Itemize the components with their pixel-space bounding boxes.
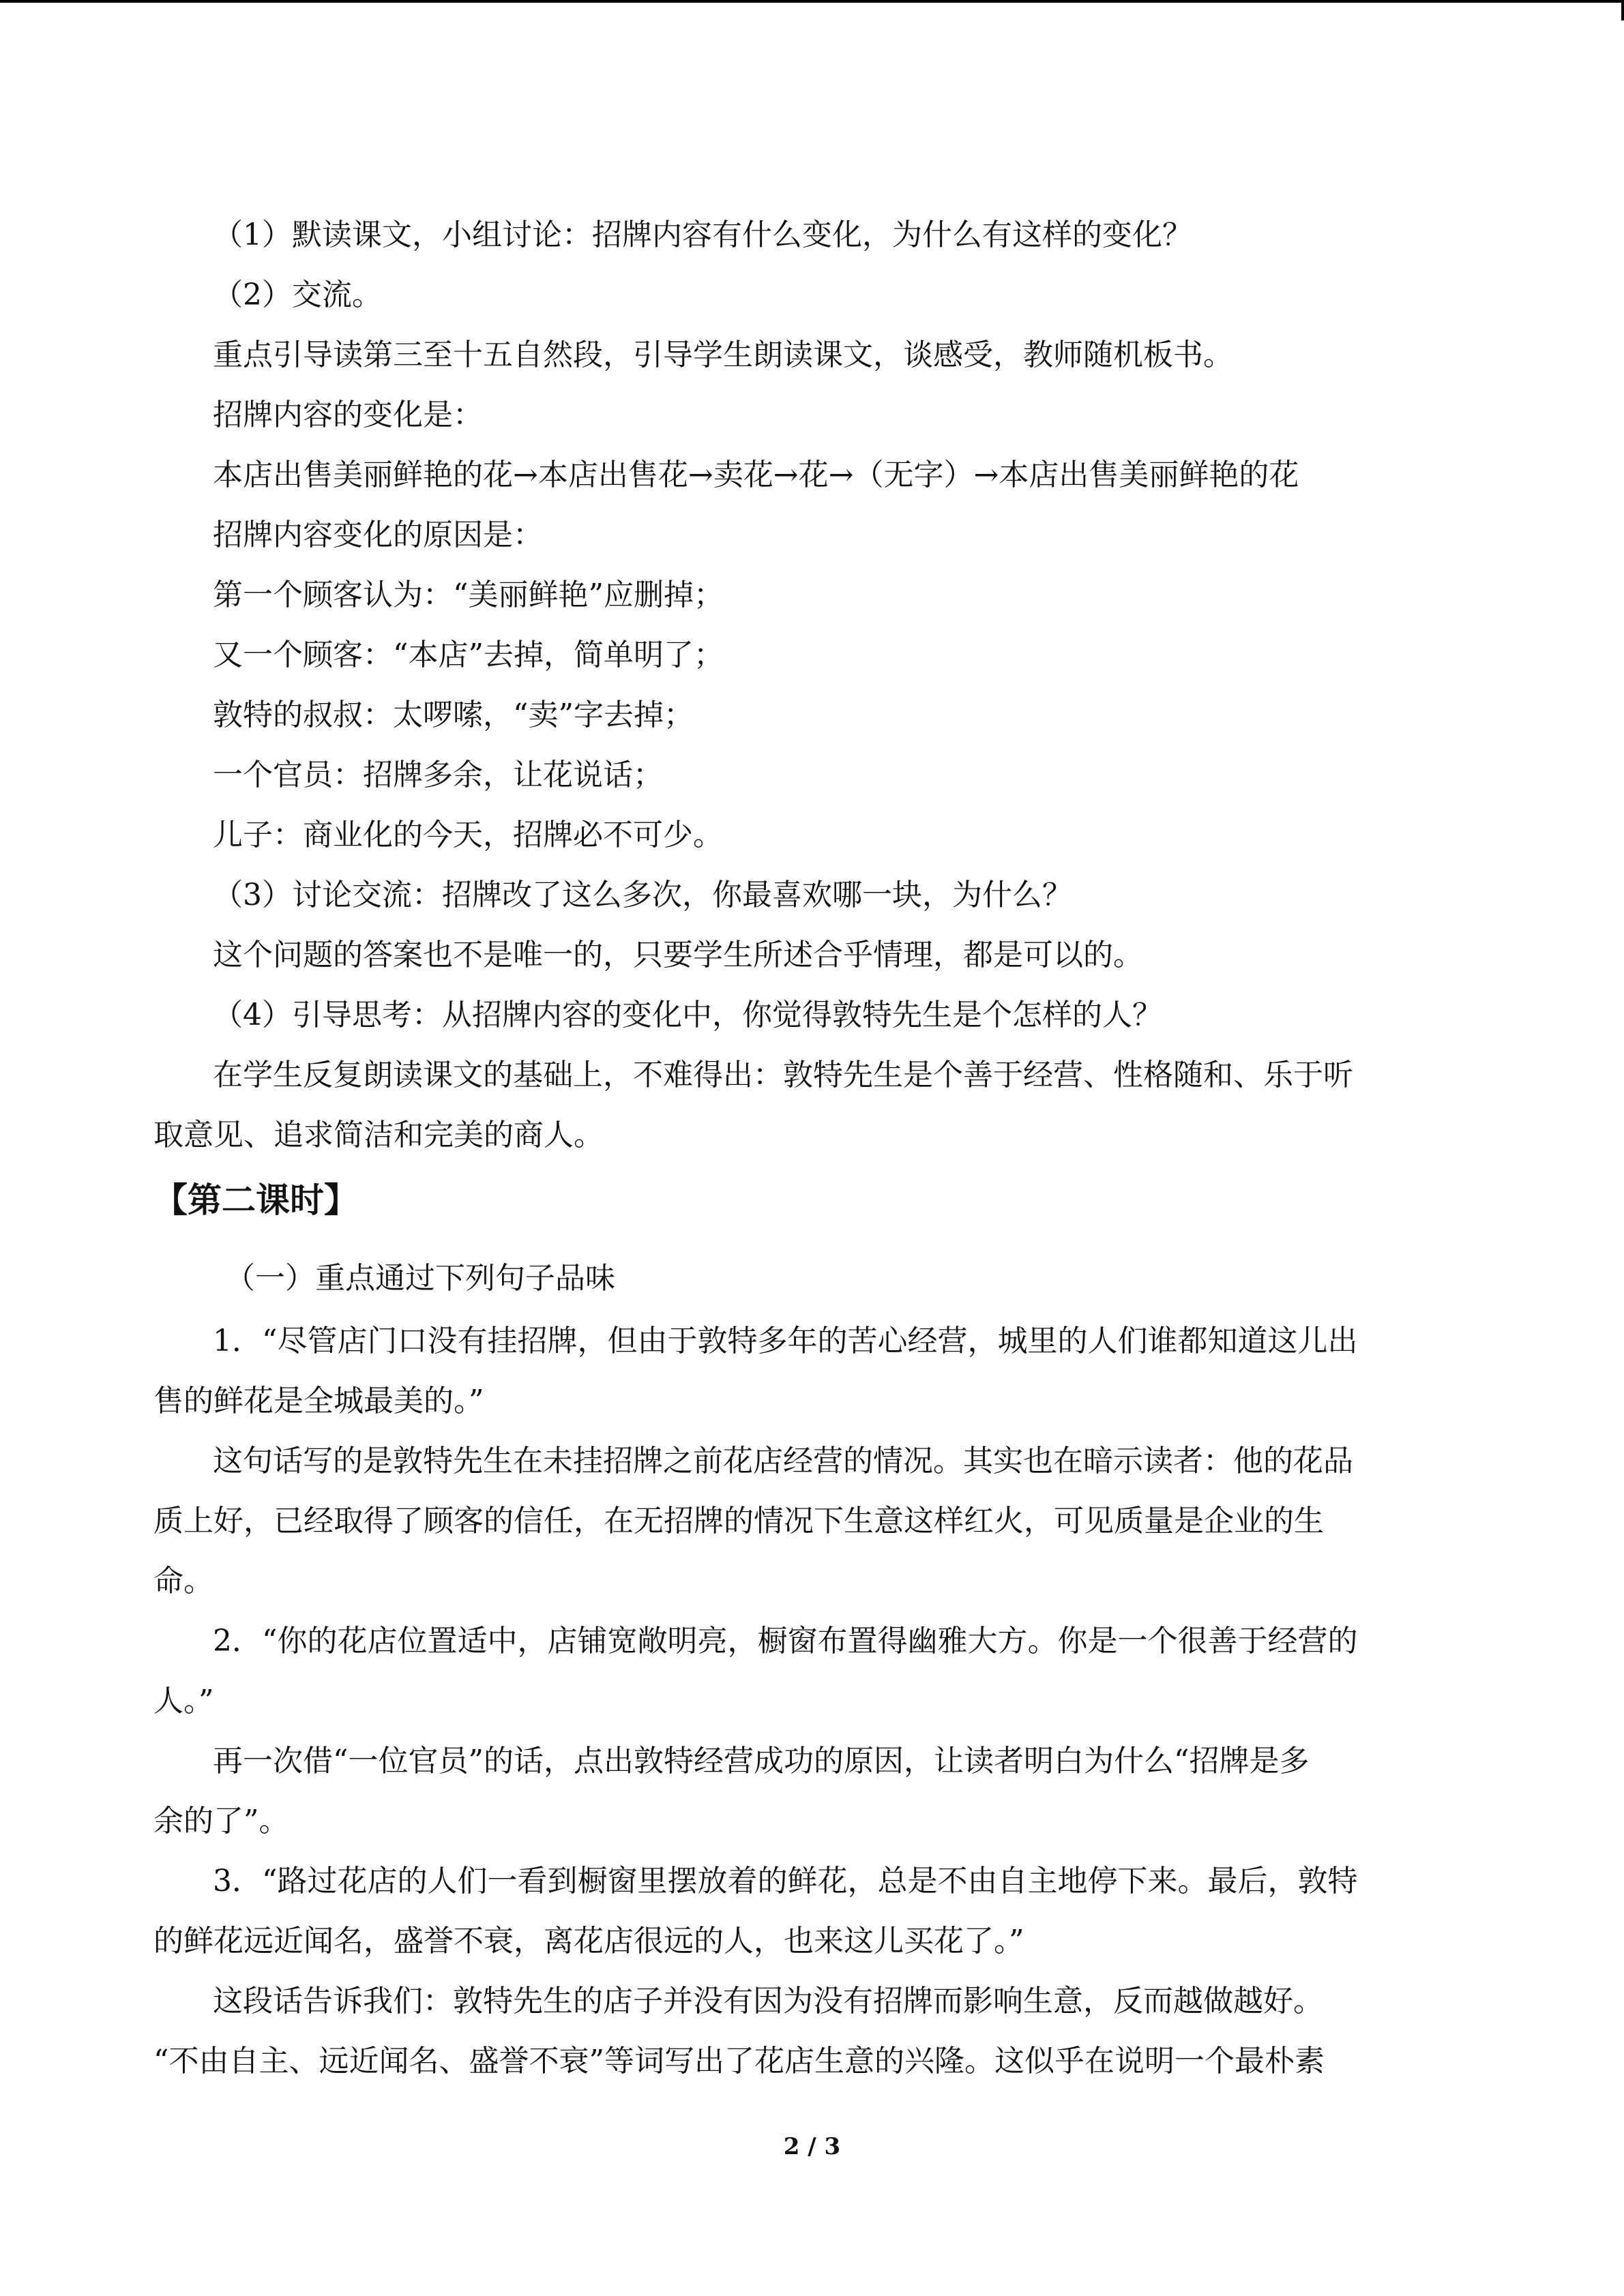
page-top-border (0, 0, 1624, 3)
paragraph-line: 一个官员：招牌多余，让花说话； (213, 758, 663, 792)
paragraph-line: 这个问题的答案也不是唯一的，只要学生所述合乎情理，都是可以的。 (213, 938, 1143, 972)
paragraph-line: （一）重点通过下列句子品味 (225, 1261, 615, 1296)
paragraph-line: 本店出售美丽鲜艳的花→本店出售花→卖花→花→（无字）→本店出售美丽鲜艳的花 (213, 458, 1299, 492)
paragraph-line: 1．“尽管店门口没有挂招牌，但由于敦特多年的苦心经营，城里的人们谁都知道这儿出 (213, 1324, 1358, 1358)
paragraph-line: 的鲜花远近闻名，盛誉不衰，离花店很远的人，也来这儿买花了。” (153, 1924, 1024, 1958)
paragraph-line: 取意见、追求简洁和完美的商人。 (153, 1118, 604, 1152)
paragraph-line: 余的了”。 (153, 1804, 289, 1838)
paragraph-line: 3．“路过花店的人们一看到橱窗里摆放着的鲜花，总是不由自主地停下来。最后，敦特 (213, 1864, 1358, 1898)
paragraph-line: 儿子：商业化的今天，招牌必不可少。 (213, 818, 723, 852)
paragraph-line: （1）默读课文，小组讨论：招牌内容有什么变化，为什么有这样的变化？ (213, 218, 1192, 252)
paragraph-line: 在学生反复朗读课文的基础上，不难得出：敦特先生是个善于经营、性格随和、乐于听 (213, 1058, 1353, 1092)
paragraph-line: 售的鲜花是全城最美的。” (153, 1384, 484, 1418)
paragraph-line: 敦特的叔叔：太啰嗦，“卖”字去掉； (213, 698, 694, 732)
section-heading: 【第二课时】 (153, 1180, 358, 1220)
paragraph-line: （2）交流。 (213, 278, 382, 312)
paragraph-line: 又一个顾客：“本店”去掉，简单明了； (213, 638, 724, 672)
paragraph-line: 第一个顾客认为：“美丽鲜艳”应删掉； (213, 578, 724, 612)
paragraph-line: 2．“你的花店位置适中，店铺宽敞明亮，橱窗布置得幽雅大方。你是一个很善于经营的 (213, 1624, 1358, 1658)
paragraph-line: （4）引导思考：从招牌内容的变化中，你觉得敦特先生是个怎样的人？ (213, 998, 1162, 1032)
paragraph-line: （3）讨论交流：招牌改了这么多次，你最喜欢哪一块，为什么？ (213, 878, 1072, 912)
paragraph-line: 质上好，已经取得了顾客的信任，在无招牌的情况下生意这样红火，可见质量是企业的生 (153, 1504, 1324, 1538)
paragraph-line: 再一次借“一位官员”的话，点出敦特经营成功的原因，让读者明白为什么“招牌是多 (213, 1744, 1310, 1778)
paragraph-line: 重点引导读第三至十五自然段，引导学生朗读课文，谈感受，教师随机板书。 (213, 338, 1233, 372)
paragraph-line: 命。 (153, 1564, 213, 1598)
paragraph-line: “不由自主、远近闻名、盛誉不衰”等词写出了花店生意的兴隆。这似乎在说明一个最朴素 (153, 2044, 1325, 2078)
paragraph-line: 这句话写的是敦特先生在未挂招牌之前花店经营的情况。其实也在暗示读者：他的花品 (213, 1444, 1353, 1478)
paragraph-line: 招牌内容的变化是： (213, 398, 483, 432)
paragraph-line: 招牌内容变化的原因是： (213, 518, 543, 552)
page-corner-mark (1621, 0, 1624, 20)
paragraph-line: 人。” (153, 1684, 214, 1718)
paragraph-line: 这段话告诉我们：敦特先生的店子并没有因为没有招牌而影响生意，反而越做越好。 (213, 1984, 1323, 2018)
page-number: 2 / 3 (783, 2133, 841, 2160)
